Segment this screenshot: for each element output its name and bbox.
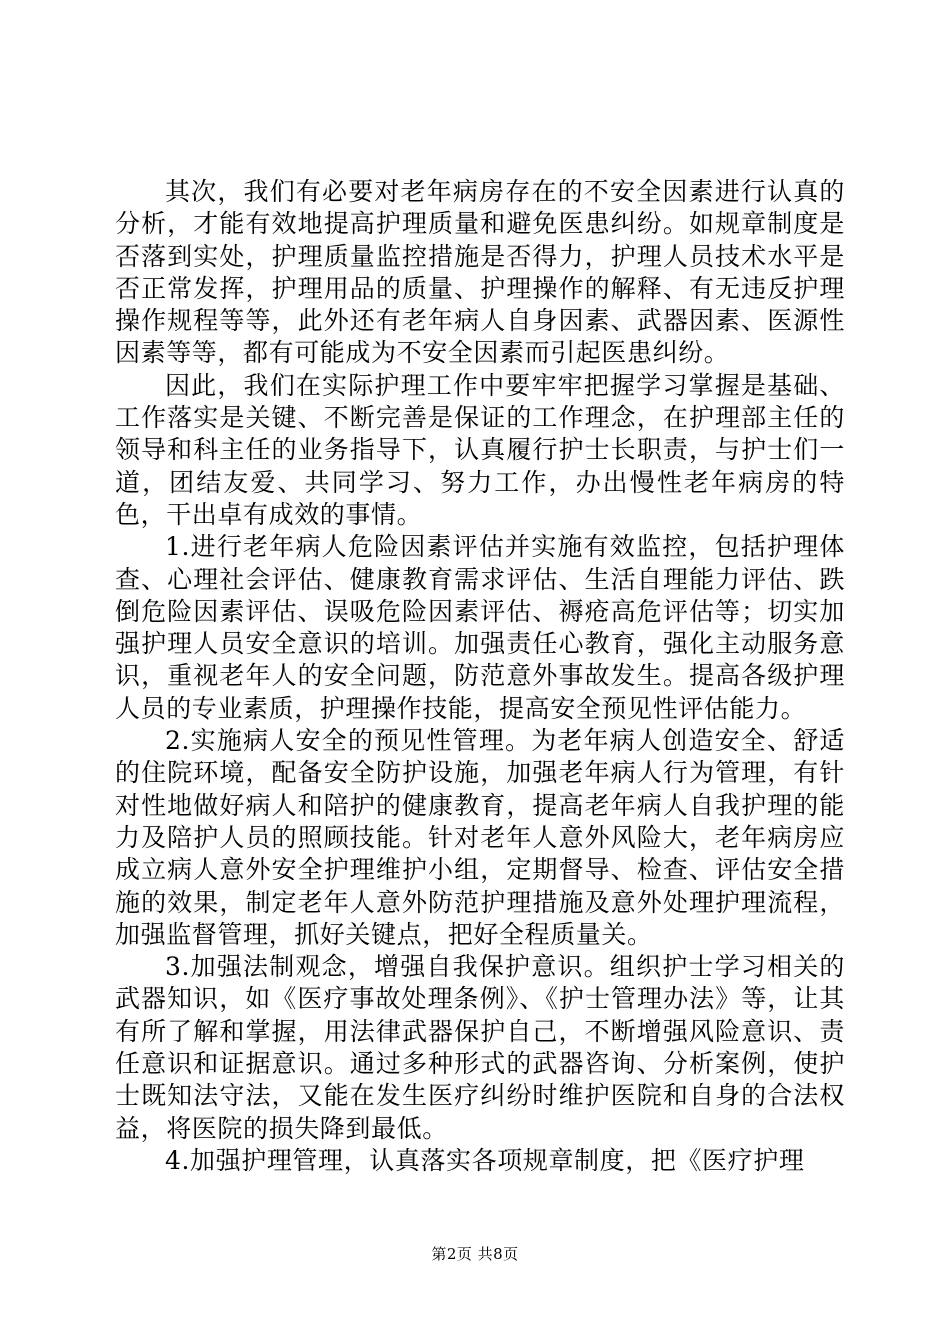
paragraph-work-philosophy: 因此，我们在实际护理工作中要牢牢把握学习掌握是基础、工作落实是关键、不断完善是保证的工作理念，在护理部主任的领导和科主任的业务指导下，认真履行护士长职责，与护士们一道，团结友爱、共同学习、努力工作，办出慢性老年病房的特色，干出卓有成效的事情。 [115, 370, 845, 529]
paragraph-item-3-legal-awareness: 3.加强法制观念，增强自我保护意识。组织护士学习相关的武器知识，如《医疗事故处理条例》、《护士管理办法》等，让其有所了解和掌握，用法律武器保护自己，不断增强风险意识、责任意识和证据意识。通过多种形式的武器咨询、分析案例，使护士既知法守法，又能在发生医疗纠纷时维护医院和自身的合法权益，将医院的损失降到最低。 [115, 952, 845, 1143]
document-body [115, 176, 845, 1177]
paragraph-item-1-risk-assessment: 1.进行老年病人危险因素评估并实施有效监控，包括护理体查、心理社会评估、健康教育需求评估、生活自理能力评估、跌倒危险因素评估、误吸危险因素评估、褥疮高危评估等；切实加强护理人员安全意识的培训。加强责任心教育，强化主动服务意识，重视老年人的安全问题，防范意外事故发生。提高各级护理人员的专业素质，护理操作技能，提高安全预见性评估能力。 [115, 532, 845, 723]
page-footer: 第2页 共8页 [431, 1245, 519, 1263]
paragraph-item-2-preventive-management: 2.实施病人安全的预见性管理。为老年病人创造安全、舒适的住院环境，配备安全防护设施，加强老年病人行为管理，有针对性地做好病人和陪护的健康教育，提高老年病人自我护理的能力及陪护人员的照顾技能。针对老年人意外风险大，老年病房应成立病人意外安全护理维护小组，定期督导、检查、评估安全措施的效果，制定老年人意外防范护理措施及意外处理护理流程，加强监督管理，抓好关键点，把好全程质量关。 [115, 726, 845, 949]
paragraph-unsafe-factors-analysis: 其次，我们有必要对老年病房存在的不安全因素进行认真的分析，才能有效地提高护理质量和避免医患纠纷。如规章制度是否落到实处，护理质量监控措施是否得力，护理人员技术水平是否正常发挥，护理用品的质量、护理操作的解释、有无违反护理操作规程等等，此外还有老年病人自身因素、武器因素、医源性因素等等，都有可能成为不安全因素而引起医患纠纷。 [115, 177, 845, 368]
paragraph-item-4-nursing-management: 4.加强护理管理，认真落实各项规章制度，把《医疗护理 [165, 1145, 805, 1175]
